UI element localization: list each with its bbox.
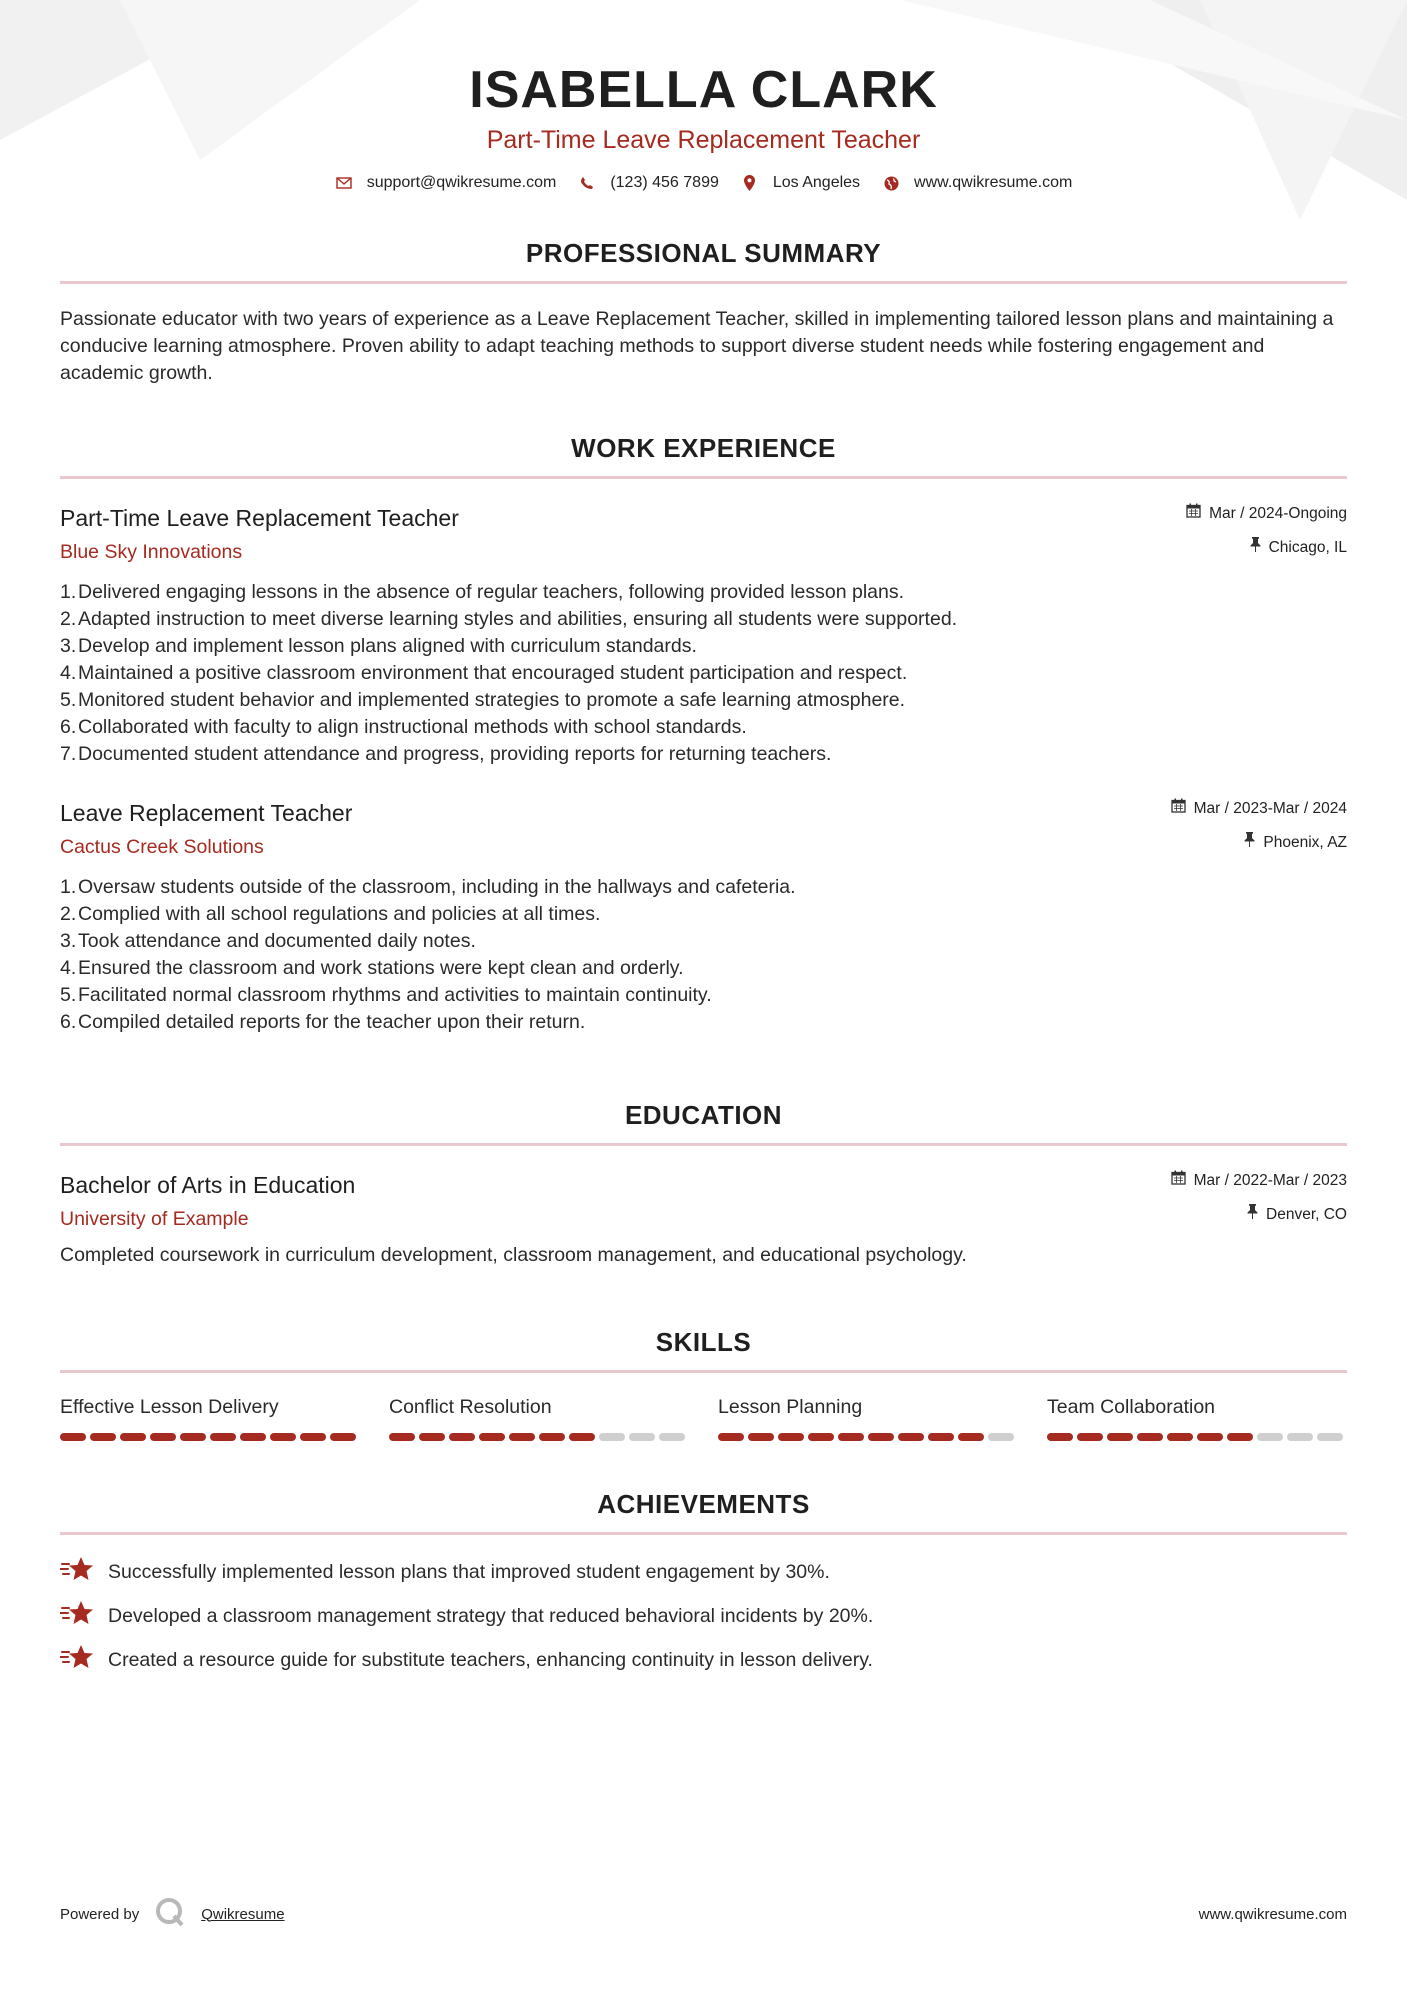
calendar-icon — [1171, 1170, 1186, 1191]
rating-segment-filled — [808, 1433, 834, 1441]
list-item — [60, 1009, 1347, 1036]
contact-bar — [60, 174, 1347, 192]
work-section — [60, 433, 1347, 1036]
star-icon — [60, 1643, 94, 1677]
candidate-title: Part-Time Leave Replacement Teacher — [486, 126, 921, 154]
list-number: 7. — [60, 743, 77, 765]
rating-segment-filled — [479, 1433, 505, 1441]
education-entry — [60, 1170, 1347, 1269]
list-item-text: Ensured the classroom and work stations were kept clean and orderly. — [78, 957, 684, 979]
rating-segment-filled — [1227, 1433, 1253, 1441]
skill-item — [1047, 1395, 1347, 1441]
rating-segment-filled — [898, 1433, 924, 1441]
list-item-text: Adapted instruction to meet diverse learning styles and abilities, ensuring all students were supported. — [78, 608, 958, 630]
list-item — [60, 982, 1347, 1009]
skill-rating — [718, 1433, 1018, 1441]
list-item-text: Monitored student behavior and implemented strategies to promote a safe learning atmosphere. — [78, 689, 906, 711]
education-location: Denver, CO — [1266, 1205, 1347, 1223]
list-item-text: Facilitated normal classroom rhythms and activities to maintain continuity. — [78, 984, 712, 1006]
achievement-item — [60, 1557, 1347, 1587]
contact-website[interactable] — [882, 174, 1072, 192]
job-location: Phoenix, AZ — [1263, 833, 1347, 851]
skill-item — [718, 1395, 1018, 1441]
education-dates: Mar / 2022-Mar / 2023 — [1193, 1171, 1347, 1189]
rating-segment-filled — [539, 1433, 565, 1441]
footer-website[interactable]: www.qwikresume.com — [1198, 1905, 1347, 1923]
achievements-section — [60, 1489, 1347, 1675]
powered-by-label: Powered by — [60, 1905, 140, 1923]
rating-segment-filled — [120, 1433, 146, 1441]
list-number: 5. — [60, 984, 77, 1006]
list-number: 5. — [60, 689, 77, 711]
star-icon — [60, 1599, 94, 1633]
list-item-text: Documented student attendance and progress, providing reports for returning teachers. — [78, 743, 832, 765]
list-number: 3. — [60, 930, 77, 952]
rating-segment-filled — [150, 1433, 176, 1441]
pushpin-icon — [1247, 1204, 1258, 1225]
section-divider — [60, 1143, 1347, 1146]
skill-name: Team Collaboration — [1047, 1396, 1216, 1418]
rating-segment-filled — [240, 1433, 266, 1441]
job-title: Part-Time Leave Replacement Teacher — [60, 505, 459, 531]
list-item — [60, 579, 1347, 606]
rating-segment-empty — [629, 1433, 655, 1441]
education-section — [60, 1100, 1347, 1269]
rating-segment-filled — [509, 1433, 535, 1441]
job-dates: Mar / 2024-Ongoing — [1209, 504, 1347, 522]
job-location: Chicago, IL — [1268, 538, 1347, 556]
rating-segment-filled — [748, 1433, 774, 1441]
list-item — [60, 714, 1347, 741]
skill-name: Conflict Resolution — [389, 1396, 552, 1418]
section-divider — [60, 476, 1347, 479]
education-heading: EDUCATION — [624, 1100, 783, 1130]
job-bullets — [60, 874, 1347, 1036]
achievement-item — [60, 1601, 1347, 1631]
footer — [60, 1897, 1347, 1931]
pushpin-icon — [1250, 537, 1261, 558]
job-list — [60, 503, 1347, 1036]
list-item — [60, 687, 1347, 714]
rating-segment-filled — [1197, 1433, 1223, 1441]
rating-segment-empty — [1257, 1433, 1283, 1441]
rating-segment-empty — [599, 1433, 625, 1441]
rating-segment-filled — [60, 1433, 86, 1441]
summary-heading: PROFESSIONAL SUMMARY — [525, 238, 882, 268]
rating-segment-filled — [1047, 1433, 1073, 1441]
rating-segment-filled — [958, 1433, 984, 1441]
website-text: www.qwikresume.com — [914, 174, 1073, 191]
list-number: 2. — [60, 903, 77, 925]
achievement-text: Created a resource guide for substitute teachers, enhancing continuity in lesson delivery. — [108, 1648, 873, 1671]
star-icon — [60, 1555, 94, 1589]
skill-name: Effective Lesson Delivery — [60, 1396, 279, 1418]
skill-rating — [1047, 1433, 1347, 1441]
phone-icon — [578, 174, 596, 192]
job-title: Leave Replacement Teacher — [60, 800, 353, 826]
skill-item — [389, 1395, 689, 1441]
list-item-text: Delivered engaging lessons in the absence of regular teachers, following provided lesson plans. — [78, 581, 905, 603]
rating-segment-filled — [838, 1433, 864, 1441]
degree-title: Bachelor of Arts in Education — [60, 1172, 356, 1198]
list-number: 2. — [60, 608, 77, 630]
achievement-text: Successfully implemented lesson plans that improved student engagement by 30%. — [108, 1560, 830, 1583]
company-name: Blue Sky Innovations — [60, 541, 243, 563]
skill-name: Lesson Planning — [718, 1396, 863, 1418]
skill-rating — [60, 1433, 360, 1441]
rating-segment-filled — [1107, 1433, 1133, 1441]
list-item — [60, 955, 1347, 982]
skill-item — [60, 1395, 360, 1441]
list-number: 3. — [60, 635, 77, 657]
school-name: University of Example — [60, 1208, 249, 1230]
rating-segment-filled — [180, 1433, 206, 1441]
rating-segment-filled — [330, 1433, 356, 1441]
qwikresume-logo-icon — [155, 1897, 185, 1931]
email-text: support@qwikresume.com — [366, 174, 557, 191]
list-item-text: Compiled detailed reports for the teacher upon their return. — [78, 1011, 586, 1033]
achievement-text: Developed a classroom management strategy that reduced behavioral incidents by 20%. — [108, 1604, 874, 1627]
summary-section — [60, 238, 1347, 387]
rating-segment-filled — [449, 1433, 475, 1441]
contact-email[interactable] — [335, 174, 557, 192]
rating-segment-filled — [1077, 1433, 1103, 1441]
list-item-text: Oversaw students outside of the classroom, including in the hallways and cafeteria. — [78, 876, 796, 898]
section-divider — [60, 1532, 1347, 1535]
skill-list — [60, 1395, 1347, 1441]
brand-link[interactable]: Qwikresume — [201, 1905, 285, 1923]
rating-segment-filled — [270, 1433, 296, 1441]
summary-text: Passionate educator with two years of experience as a Leave Replacement Teacher, skilled in implementing tailored lesson plans and maintaining a conducive learning atmosphere. Proven ability to adapt teaching methods to support diverse student needs while fostering engagement and academic growth. — [60, 308, 1334, 384]
achievement-item — [60, 1645, 1347, 1675]
job-entry — [60, 503, 1347, 768]
list-item — [60, 874, 1347, 901]
list-item — [60, 928, 1347, 955]
calendar-icon — [1186, 503, 1201, 524]
rating-segment-filled — [778, 1433, 804, 1441]
rating-segment-filled — [928, 1433, 954, 1441]
list-item — [60, 633, 1347, 660]
list-number: 6. — [60, 716, 77, 738]
rating-segment-filled — [1137, 1433, 1163, 1441]
rating-segment-empty — [659, 1433, 685, 1441]
achievements-heading: ACHIEVEMENTS — [597, 1489, 810, 1519]
skills-heading: SKILLS — [655, 1327, 752, 1357]
list-number: 4. — [60, 662, 77, 684]
powered-by — [60, 1897, 285, 1931]
job-dates: Mar / 2023-Mar / 2024 — [1193, 799, 1347, 817]
list-item — [60, 606, 1347, 633]
envelope-icon — [335, 174, 353, 192]
rating-segment-empty — [1287, 1433, 1313, 1441]
calendar-icon — [1171, 798, 1186, 819]
education-description: Completed coursework in curriculum development, classroom management, and educational psychology. — [60, 1244, 967, 1266]
phone-text: (123) 456 7899 — [610, 174, 719, 191]
location-text: Los Angeles — [772, 174, 861, 191]
contact-phone[interactable] — [578, 174, 719, 192]
list-item-text: Complied with all school regulations and policies at all times. — [78, 903, 601, 925]
list-number: 4. — [60, 957, 77, 979]
list-item-text: Maintained a positive classroom environment that encouraged student participation and respect. — [78, 662, 908, 684]
pushpin-icon — [1244, 832, 1255, 853]
rating-segment-filled — [569, 1433, 595, 1441]
section-divider — [60, 281, 1347, 284]
rating-segment-filled — [718, 1433, 744, 1441]
work-heading: WORK EXPERIENCE — [571, 433, 836, 463]
map-pin-icon — [741, 174, 759, 192]
list-number: 6. — [60, 1011, 77, 1033]
list-item — [60, 741, 1347, 768]
rating-segment-filled — [389, 1433, 415, 1441]
section-divider — [60, 1370, 1347, 1373]
skill-rating — [389, 1433, 689, 1441]
list-item-text: Took attendance and documented daily notes. — [78, 930, 476, 952]
contact-location — [741, 174, 860, 192]
rating-segment-empty — [1317, 1433, 1343, 1441]
globe-icon — [882, 174, 900, 192]
rating-segment-filled — [300, 1433, 326, 1441]
company-name: Cactus Creek Solutions — [60, 836, 264, 858]
list-item-text: Develop and implement lesson plans aligned with curriculum standards. — [78, 635, 697, 657]
candidate-name: ISABELLA CLARK — [469, 61, 938, 119]
achievement-list — [60, 1557, 1347, 1675]
list-item-text: Collaborated with faculty to align instructional methods with school standards. — [78, 716, 747, 738]
rating-segment-filled — [90, 1433, 116, 1441]
rating-segment-empty — [988, 1433, 1014, 1441]
rating-segment-filled — [210, 1433, 236, 1441]
skills-section — [60, 1327, 1347, 1441]
list-item — [60, 660, 1347, 687]
job-bullets — [60, 579, 1347, 768]
list-number: 1. — [60, 581, 77, 603]
rating-segment-filled — [868, 1433, 894, 1441]
job-entry — [60, 798, 1347, 1036]
list-number: 1. — [60, 876, 77, 898]
rating-segment-filled — [419, 1433, 445, 1441]
rating-segment-filled — [1167, 1433, 1193, 1441]
list-item — [60, 901, 1347, 928]
